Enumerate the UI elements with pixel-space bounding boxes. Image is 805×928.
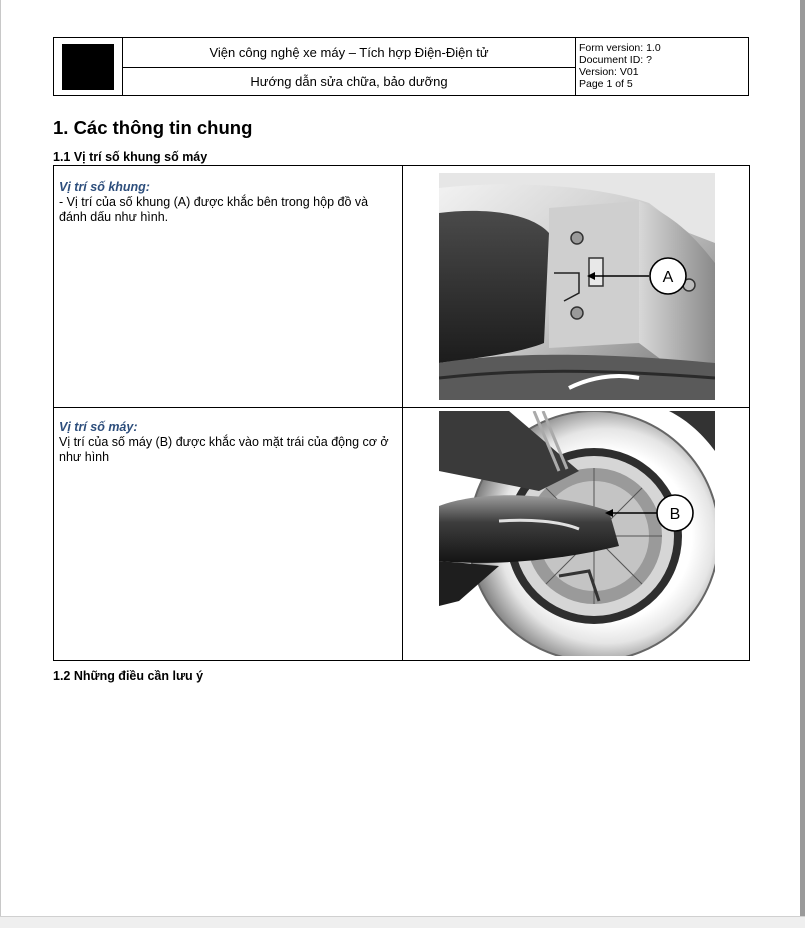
page-shadow-bottom [0, 916, 805, 928]
logo-cell [54, 38, 123, 95]
company-name: Viện công nghệ xe máy – Tích hợp Điện-Điện tử [123, 38, 575, 68]
page-number: Page 1 of 5 [579, 78, 633, 90]
document-meta [575, 38, 748, 95]
page-shadow-right [800, 0, 805, 927]
engine-number-label: Vị trí số máy: [59, 420, 138, 434]
form-version: Form version: 1.0 [579, 42, 661, 54]
version: Version: V01 [579, 66, 639, 78]
frame-number-text: - Vị trí của số khung (A) được khắc bên trong hộp đồ và đánh dấu như hình. [59, 195, 369, 224]
section-title: 1. Các thông tin chung [53, 117, 253, 138]
frame-number-label: Vị trí số khung: [59, 180, 150, 194]
document-title: Hướng dẫn sửa chữa, bảo dưỡng [250, 74, 448, 89]
frame-engine-number-table [53, 165, 750, 661]
subsection-title-notes: 1.2 Những điều cần lưu ý [53, 669, 204, 683]
engine-number-location-image [439, 411, 715, 656]
subsection-title-frame-engine: 1.1 Vị trí số khung số máy [53, 150, 208, 164]
marker-b: B [669, 506, 681, 523]
frame-number-location-image [439, 173, 715, 400]
engine-number-text: Vị trí của số máy (B) được khắc vào mặt trái của động cơ ở như hình [59, 435, 389, 464]
document-id: Document ID: ? [579, 54, 652, 66]
marker-a: A [662, 269, 674, 286]
frame-number-cell [59, 180, 399, 225]
document-header-table [53, 37, 749, 96]
company-logo [62, 44, 114, 90]
engine-number-cell [59, 420, 399, 465]
